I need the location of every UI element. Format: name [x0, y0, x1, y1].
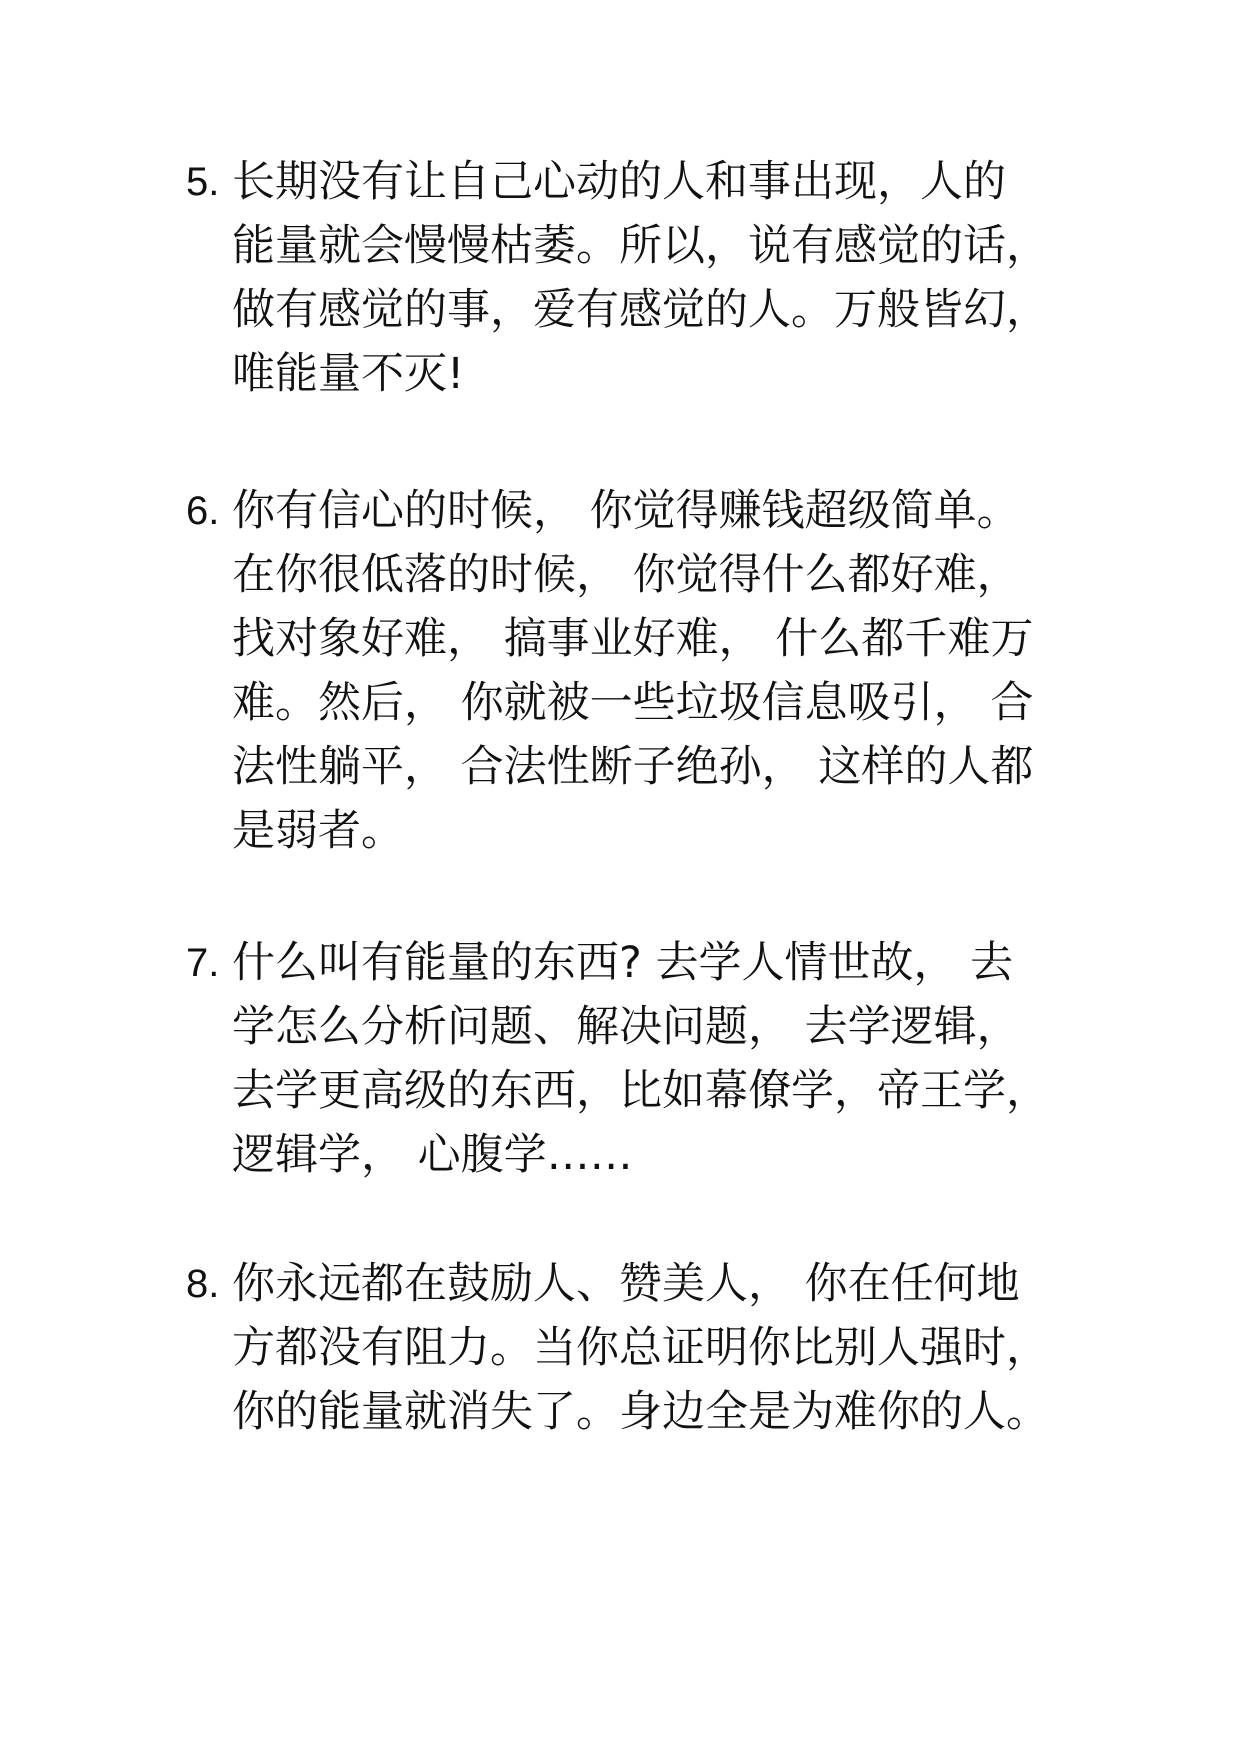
item-text-line: 长期没有让自己心动的人和事出现，人的: [232, 157, 1006, 207]
item-text-line: 你永远都在鼓励人、赞美人， 你在任何地: [232, 1259, 1020, 1309]
item-text-line: 难。然后， 你就被一些垃圾信息吸引， 合: [232, 678, 1034, 728]
item-number: 8.: [186, 1262, 220, 1306]
item-text-line: 做有感觉的事，爱有感觉的人。万般皆幻，: [232, 285, 1049, 335]
item-number: 6.: [186, 489, 220, 533]
item-text-line: 是弱者。: [232, 806, 404, 856]
item-text-line: 能量就会慢慢枯萎。所以，说有感觉的话，: [232, 221, 1049, 271]
item-text-line: 什么叫有能量的东西? 去学人情世故， 去: [232, 938, 1014, 988]
item-number: 5.: [186, 160, 220, 204]
item-text-line: 找对象好难， 搞事业好难， 什么都千难万: [232, 614, 1034, 664]
item-text-line: 逻辑学， 心腹学……: [232, 1130, 633, 1180]
item-text-line: 你的能量就消失了。身边全是为难你的人。: [232, 1387, 1049, 1437]
item-text-line: 去学更高级的东西，比如幕僚学，帝王学，: [232, 1066, 1049, 1116]
item-text-line: 方都没有阻力。当你总证明你比别人强时，: [232, 1323, 1049, 1373]
item-text-line: 学怎么分析问题、解决问题， 去学逻辑，: [232, 1002, 1020, 1052]
item-number: 7.: [186, 941, 220, 985]
item-text-line: 唯能量不灭!: [232, 349, 465, 399]
item-text-line: 法性躺平， 合法性断子绝孙， 这样的人都: [232, 742, 1034, 792]
item-text-line: 你有信心的时候， 你觉得赚钱超级简单。: [232, 486, 1020, 536]
item-text-line: 在你很低落的时候， 你觉得什么都好难，: [232, 550, 1020, 600]
